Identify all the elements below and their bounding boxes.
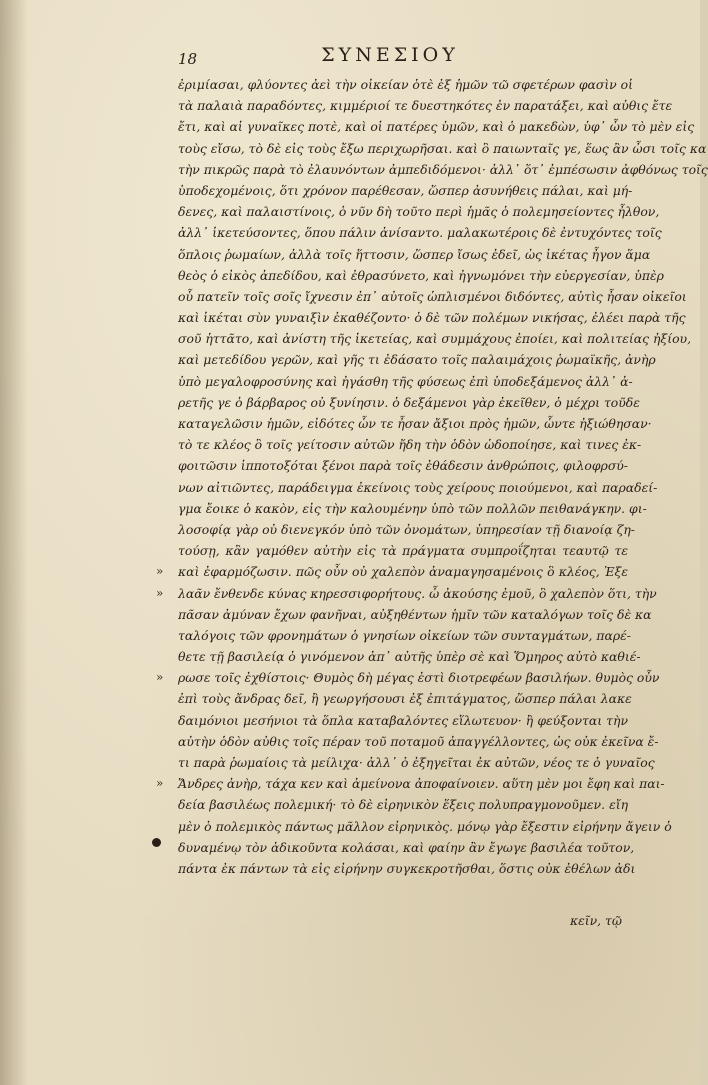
ink-spot (152, 838, 161, 847)
line-text: πᾶσαν ἀμύναν ἔχων φανῆναι, αὐξηθέντων ἡμῖν τῶν καταλόγων τοῖς δὲ κα (178, 606, 652, 622)
line-text: δενες, καὶ παλαιστίνοις, ὁ νῦν δὴ τοῦτο περὶ ἡμᾶς ὁ πολεμησείοντες ἦλθον, (178, 204, 660, 220)
catchword: κεῖν, τῷ (570, 913, 623, 928)
line-text: τι παρὰ ῥωμαίοις τὰ μείλιχα· ἀλλ᾽ ὁ ἐξηγεῖται ἐκ αὐτῶν, νέος τε ὁ γυναῖος (178, 755, 655, 770)
text-line (178, 519, 635, 540)
line-text: αὐτὴν ὁδὸν αὐθις τοῖς πέραν τοῦ ποταμοῦ ἀπαγγέλλοντες, ὡς οὐκ ἐκεῖνα ἔ- (178, 733, 659, 749)
line-text: καὶ ἱκέται σὺν γυναιξὶν ἐκαθέζοντο· ὁ δὲ τῶν πολέμων νικήσας, ἐλέει παρὰ τῆς (178, 310, 686, 326)
line-text: λοσοφίᾳ γὰρ οὐ διενεγκόν ὑπὸ τῶν ὀνομάτων, ὑπηρεσίαν τῇ διανοίᾳ ζη- (178, 521, 635, 537)
line-text: μὲν ὁ πολεμικὸς πάντως μᾶλλον εἰρηνικὸς. μόνῳ γὰρ ἔξεστιν εἰρήνην ἄγειν ὁ (178, 818, 672, 834)
text-line (178, 201, 660, 222)
line-text: θεὸς ὁ εἰκὸς ἀπεδίδου, καὶ ἐθρασύνετο, καὶ ἠγνωμόνει τὴν εὐεργεσίαν, ὑπὲρ (178, 267, 664, 283)
line-text: γμα ἔοικε ὁ κακὸν, εἰς τὴν καλουμένην ὑπὸ τῶν πολλῶν πειθανάγκην. φι- (178, 500, 647, 516)
text-line (178, 413, 652, 434)
text-line (178, 95, 673, 116)
line-text: τὸ τε κλέος ὃ τοῖς γείτοσιν αὐτῶν ἤδη τὴν ὁδὸν ὡδοποίησε, καὶ τινες ἐκ- (178, 437, 642, 453)
line-text: σοῦ ἡττᾶτο, καὶ ἀνίστη τῆς ἱκετείας, καὶ συμμάχους ἐποίει, καὶ πολιτείας ἠξίου, (178, 331, 692, 347)
line-text: τοὺς εἴσω, τὸ δὲ εἰς τοὺς ἔξω περιχωρῆσαι. καὶ ὃ παιωνταῖς γε, ἕως ἂν ὦσι τοῖς κα (178, 140, 707, 156)
line-text: ὑποδεχομένοις, ὅτι χρόνον παρέθεσαν, ὥσπερ ἀσυνήθεις πάλαι, καὶ μή- (178, 182, 633, 198)
text-line (156, 773, 665, 794)
line-text: δυναμένῳ τὸν ἀδικοῦντα κολάσαι, καὶ φαίην ἂν ἔγωγε βασιλέα τοῦτον, (178, 839, 635, 855)
text-line (178, 837, 635, 858)
line-text: ὅπλοις ῥωμαίων, ἀλλὰ τοῖς ἥττοσιν, ὥσπερ ἴσως ἐδεῖ, ὡς ἱκέτας ἦγον ἅμα (178, 246, 651, 262)
quotation-marker: » (156, 564, 164, 579)
text-line (178, 286, 687, 307)
line-text: καὶ ἐφαρμόζωσιν. πῶς οὖν οὐ χαλεπὸν ἀναμαγησαμένοις ὃ κλέος, Ἐξε (178, 564, 628, 580)
line-text: καταγελῶσιν ἡμῶν, εἰδότες ὧν τε ἦσαν ἄξιοι πρὸς ἡμῶν, ὧντε ἠξιώθησαν· (178, 416, 652, 431)
line-text: ὑπὸ μεγαλοφροσύνης καὶ ἠγάσθη τῆς φύσεως ἐπὶ ὑποδεξάμενος ἀλλ᾽ ἀ- (178, 373, 633, 389)
line-text: νων αἰτιῶντες, παράδειγμα ἐκείνοις τοὺς χείρους ποιούμενοι, καὶ παραδεί- (178, 479, 658, 495)
text-line (178, 222, 662, 243)
text-line (178, 434, 642, 455)
line-text: φοιτῶσιν ἱπποτοξόται ξένοι παρὰ τοῖς ἐθάδεσιν ἀνθρώποις, φιλοφρσύ- (178, 458, 628, 474)
line-text: οὗ πατεῖν τοῖς σοῖς ἴχνεσιν ἐπ᾽ αὐτοῖς ὡπλισμένοι διδόντες, αὐτὶς ἦσαν οἰκεῖοι (178, 288, 687, 304)
line-text: ρετῆς γε ὁ βάρβαρος οὐ ξυνίησιν. ὁ δεξάμενοι γὰρ ἐκεῖθεν, ὁ μέχρι τοῦδε (178, 394, 640, 410)
line-text: ἐπὶ τοὺς ἄνδρας δεῖ, ἢ γεωργήσουσι ἐξ ἐπιτάγματος, ὥσπερ πάλαι λακε (178, 691, 632, 707)
text-line (178, 307, 686, 328)
text-line (178, 625, 631, 646)
text-line (178, 816, 672, 837)
text-line (178, 74, 633, 95)
text-line (178, 731, 659, 752)
line-text: λαᾶν ἔνθενδε κύνας κηρεσσιφορήτους. ὦ ἀκούσης ἐμοῦ, ὃ χαλεπὸν ὅτι, τὴν (178, 585, 657, 601)
text-line (178, 858, 636, 879)
line-text: πάντα ἐκ πάντων τὰ εἰς εἰρήνην συγκεκροτῆσθαι, ὅστις οὐκ ἐθέλων ἀδι (178, 860, 636, 876)
text-line (178, 349, 656, 370)
line-text: ἔτι, καὶ αἱ γυναῖκες ποτὲ, καὶ οἱ πατέρες ὑμῶν, καὶ ὁ μακεδὼν, ὑφ᾽ ὧν τὸ μὲν εἰς (178, 119, 695, 135)
text-line (178, 455, 628, 476)
text-line (156, 583, 657, 604)
text-line (178, 159, 708, 180)
line-text: ἀλλ᾽ ἱκετεύσοντες, ὅπου πάλιν ἀνίσαντο. μαλακωτέροις δὲ ἐντυχόντες τοῖς (178, 225, 662, 241)
line-text: δεία βασιλέως πολεμική· τὸ δὲ εἰρηνικὸν ἕξεις πολυπραγμονοῦμεν. εἴη (178, 797, 628, 813)
text-line (178, 392, 640, 413)
page-number: 18 (178, 50, 198, 68)
text-line (178, 371, 633, 392)
quotation-marker: » (156, 776, 164, 791)
line-text: ταλόγοις τῶν φρονημάτων ὁ γνησίων οἰκείων τῶν συνταγμάτων, παρέ- (178, 627, 631, 643)
text-line (178, 477, 658, 498)
text-line (178, 180, 633, 201)
quotation-marker: » (156, 585, 164, 600)
line-text: ρωσε τοῖς ἐχθίστοις· Θυμὸς δὴ μέγας ἐστὶ διοτρεφέων βασιλήων. θυμὸς οὖν (178, 670, 660, 686)
text-line (156, 561, 628, 582)
spine-shadow (0, 0, 28, 1085)
text-line (178, 604, 652, 625)
line-text: Ἄνδρες ἀνὴρ, τάχα κεν καὶ ἀμείνονα ἀποφαίνοιεν. αὕτη μὲν μοι ἔφη καὶ παι- (178, 776, 665, 792)
text-block (156, 74, 708, 879)
line-text: τὴν πικρῶς παρὰ τὸ ἐλαυνόντων ἀμπεδιδόμενοι· ἀλλ᾽ ὅτ᾽ ἐμπέσωσιν ἀφθόνως τοῖς (178, 161, 708, 177)
text-line (178, 328, 692, 349)
text-line (156, 667, 660, 688)
line-text: τούσῃ, κἂν γαμόθεν αὐτὴν εἰς τὰ πράγματα συμπροΐζηται τεαυτῷ τε (178, 543, 628, 559)
text-line (178, 646, 641, 667)
running-head: ΣΥΝΕΣΙΟΥ (321, 44, 459, 66)
text-line (178, 138, 707, 159)
text-line (178, 498, 647, 519)
text-line (178, 244, 651, 265)
text-line (178, 688, 632, 709)
text-line (178, 540, 628, 561)
quotation-marker: » (156, 670, 164, 685)
line-text: τὰ παλαιὰ παραδόντες, κιμμέριοί τε δυεστηκότες ἐν παρατάξει, καὶ αὐθις ἔτε (178, 98, 673, 114)
text-line (178, 752, 655, 773)
text-line (178, 116, 695, 137)
line-text: ἐριμίασαι, φλύοντες ἀεὶ τὴν οἰκείαν ὁτὲ ἐξ ἡμῶν τῶ σφετέρων φασὶν οἱ (178, 77, 633, 92)
text-line (178, 265, 664, 286)
line-text: θετε τῇ βασιλείᾳ ὁ γινόμενον ἀπ᾽ αὐτῆς ὑπὲρ σὲ καὶ Ὅμηρος αὐτὸ καθιέ- (178, 649, 641, 665)
text-line (178, 710, 628, 731)
line-text: καὶ μετεδίδου γερῶν, καὶ γῆς τι ἐδάσατο τοῖς παλαιμάχοις ῥωμαϊκῆς, ἀνὴρ (178, 352, 656, 368)
text-line (178, 794, 628, 815)
line-text: δαιμόνιοι μεσήνιοι τὰ ὅπλα καταβαλόντες εἵλωτευον· ἢ φεύξονται τὴν (178, 712, 628, 728)
